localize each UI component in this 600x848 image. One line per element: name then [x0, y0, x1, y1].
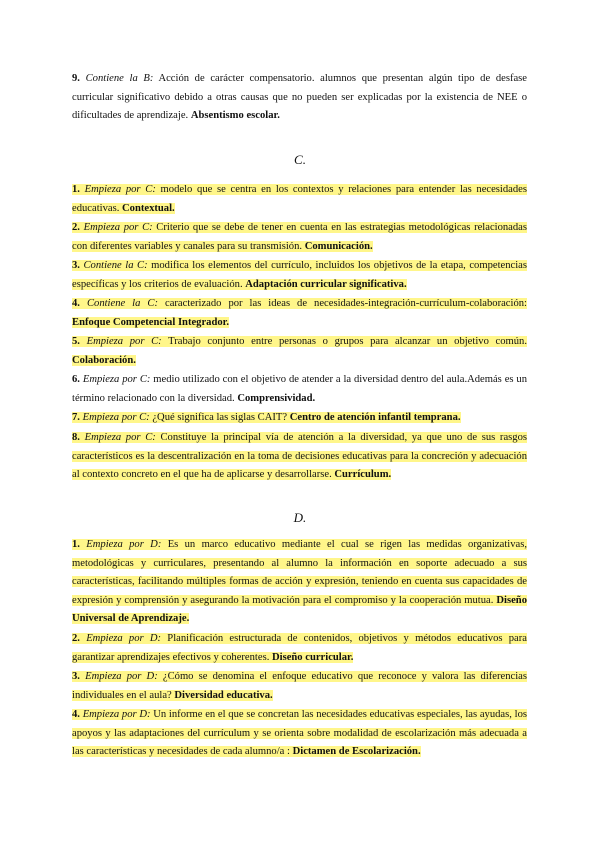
question-c6 — [72, 371, 527, 408]
question-prefix: Empieza por C: — [84, 184, 156, 195]
question-prefix: Empieza por D: — [85, 671, 158, 682]
question-prefix: Empieza por C: — [82, 412, 150, 423]
question-answer: Comunicación. — [304, 240, 373, 252]
question-answer: Diversidad educativa. — [174, 689, 273, 701]
question-prefix: Empieza por D: — [82, 709, 151, 720]
question-prefix: Empieza por C: — [83, 222, 153, 233]
question-prefix: Empieza por D: — [86, 633, 162, 644]
question-prefix: Contiene la C: — [83, 260, 148, 271]
question-number: 9. — [72, 73, 80, 84]
question-d2 — [72, 630, 527, 667]
question-number: 5. — [72, 336, 80, 347]
question-prefix: Empieza por C: — [86, 336, 162, 347]
question-prefix: Empieza por C: — [84, 432, 156, 443]
section-title-d: D. — [293, 510, 307, 525]
question-text: Un informe en el que se concretan las necesidades educativas especiales, las ayudas, los apoyos y las adaptaciones del currículum y se orienta sobre modalidad de escolarización más adecuada a las características y necesidades de cada alumno/a : — [72, 709, 527, 758]
question-answer: Enfoque Competencial Integrador. — [72, 316, 230, 328]
question-c1 — [72, 181, 527, 218]
question-number: 8. — [72, 432, 80, 443]
question-c8 — [72, 429, 527, 485]
question-text: ¿Qué significa las siglas CAIT? — [149, 412, 290, 423]
question-c2 — [72, 219, 527, 256]
question-number: 1. — [72, 184, 80, 195]
question-c5 — [72, 333, 527, 370]
question-c3 — [72, 257, 527, 294]
question-prefix: Empieza por C: — [82, 374, 151, 385]
question-d1 — [72, 536, 527, 629]
question-text: caracterizado por las ideas de necesidades-integración-currículum-colaboración: — [158, 298, 527, 309]
question-prefix: Empieza por D: — [86, 539, 162, 550]
question-b9 — [72, 70, 527, 126]
question-number: 2. — [72, 633, 80, 644]
question-number: 4. — [72, 709, 80, 720]
question-prefix: Contiene la B: — [85, 73, 154, 84]
question-c7 — [72, 409, 527, 428]
question-text: modifica los elementos del currículo, incluidos los objetivos de la etapa, competencias específicas y los criterios de evaluación. — [72, 260, 527, 290]
question-text: Planificación estructurada de contenidos, objetivos y métodos educativos para garantizar aprendizajes efectivos y coherentes. — [72, 633, 527, 663]
question-answer: Absentismo escolar. — [190, 110, 280, 122]
question-d4 — [72, 706, 527, 762]
question-d3 — [72, 668, 527, 705]
question-number: 2. — [72, 222, 80, 233]
question-c4 — [72, 295, 527, 332]
question-answer: Diseño curricular. — [272, 651, 354, 663]
question-number: 4. — [72, 298, 80, 309]
question-answer: Centro de atención infantil temprana. — [289, 412, 461, 423]
question-number: 6. — [72, 374, 80, 385]
question-number: 3. — [72, 671, 80, 682]
question-text: Acción de carácter compensatorio. alumnos que presentan algún tipo de desfase curricular significativo debido a otras causas que no pueden ser explicadas por la existencia de NEE o dificultades de aprendizaje. — [72, 73, 527, 122]
question-prefix: Contiene la C: — [86, 298, 159, 309]
section-title-c: C. — [294, 152, 306, 167]
question-number: 7. — [72, 412, 80, 423]
question-answer: Comprensividad. — [237, 392, 316, 404]
question-answer: Dictamen de Escolarización. — [292, 746, 421, 758]
question-answer: Contextual. — [122, 202, 175, 214]
question-text: medio utilizado con el objetivo de atender a la diversidad dentro del aula.Además es un término relacionado con la diversidad. — [72, 374, 528, 404]
question-number: 3. — [72, 260, 80, 271]
question-text: Constituye la principal vía de atención a la diversidad, ya que uno de sus rasgos característicos es la descentralización en la toma de decisiones educativas para la concreción y adecuación al contexto concreto en el que ha de aplicarse y desarrollarse. — [72, 432, 527, 481]
question-text: Trabajo conjunto entre personas o grupos para alcanzar un objetivo común. — [161, 336, 528, 347]
question-answer: Currículum. — [334, 469, 392, 481]
question-number: 1. — [72, 539, 80, 550]
question-answer: Diseño Universal de Aprendizaje. — [72, 594, 527, 625]
question-text: modelo que se centra en los contextos y relaciones para entender las necesidades educativas. — [72, 184, 527, 214]
question-text: ¿Cómo se denomina el enfoque educativo que reconoce y valora las diferencias individuales en el aula? — [72, 671, 528, 701]
question-answer: Colaboración. — [72, 354, 136, 366]
question-answer: Adaptación curricular significativa. — [245, 278, 407, 290]
question-text: Criterio que se debe de tener en cuenta en las estrategias metodológicas relacionadas con diferentes variables y canales para su transmisión. — [72, 222, 528, 252]
question-text: Es un marco educativo mediante el cual se rigen las medidas organizativas, metodológicas y curriculares, presentando al alumno la información en soporte adecuado a sus características, facilitando múltiples formas de acción y expresión, teniendo en cuenta sus capacidades de expresión y comprensión y asegurando la motivación para el compromiso y la cooperación mutua. — [72, 539, 527, 606]
